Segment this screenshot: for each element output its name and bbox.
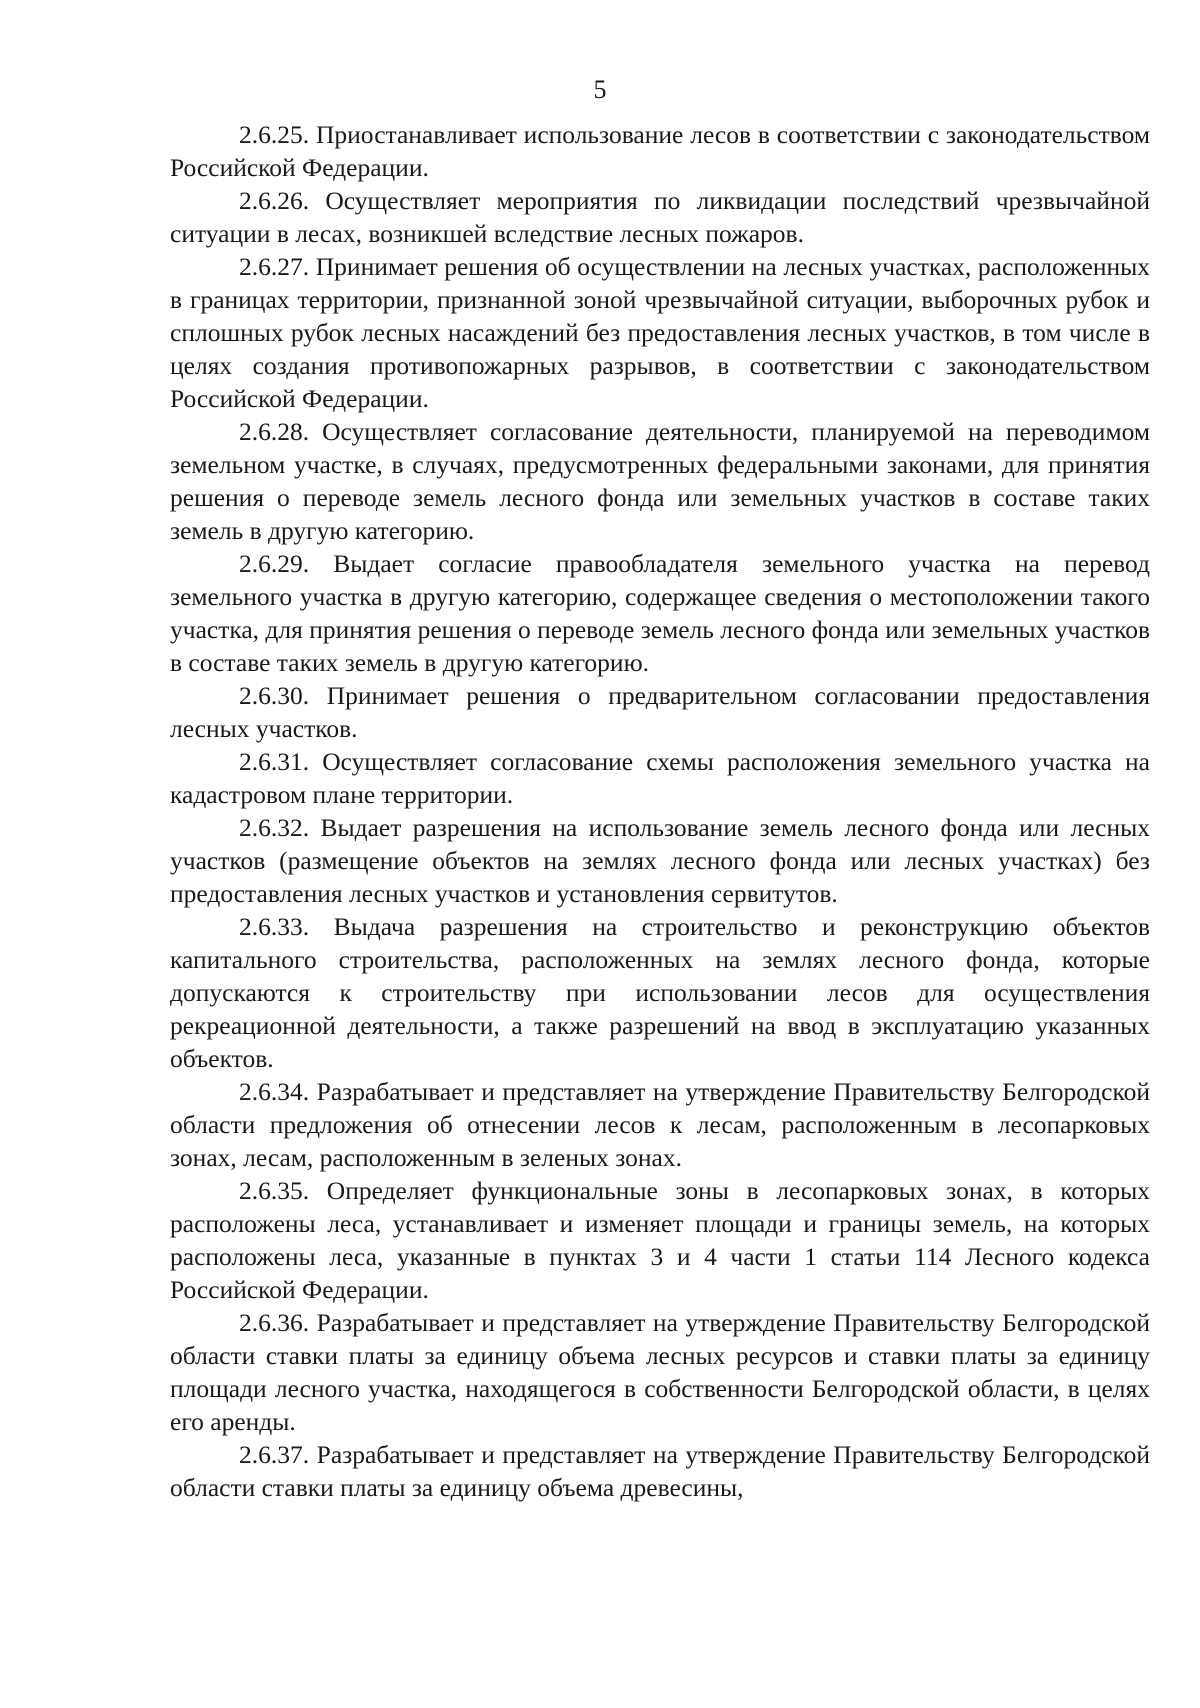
- paragraph-2-6-33: 2.6.33. Выдача разрешения на строительство и реконструкцию объектов капитального строительства, расположенных на землях лесного фонда, которые допускаются к строительству при использовании лесов для осуществления рекреационной деятельности, а также разрешений на ввод в эксплуатацию указанных объектов.: [170, 912, 1150, 1073]
- paragraph-2-6-26: 2.6.26. Осуществляет мероприятия по ликвидации последствий чрезвычайной ситуации в лесах, возникшей вследствие лесных пожаров.: [170, 186, 1150, 248]
- paragraph-2-6-25: 2.6.25. Приостанавливает использование лесов в соответствии с законодательством Российской Федерации.: [170, 120, 1150, 182]
- paragraph-2-6-35: 2.6.35. Определяет функциональные зоны в лесопарковых зонах, в которых расположены леса, устанавливает и изменяет площади и границы земель, на которых расположены леса, указанные в пунктах 3 и 4 части 1 статьи 114 Лесного кодекса Российской Федерации.: [170, 1176, 1150, 1304]
- paragraph-2-6-30: 2.6.30. Принимает решения о предварительном согласовании предоставления лесных участков.: [170, 681, 1150, 743]
- paragraph-2-6-28: 2.6.28. Осуществляет согласование деятельности, планируемой на переводимом земельном участке, в случаях, предусмотренных федеральными законами, для принятия решения о переводе земель лесного фонда или земельных участков в составе таких земель в другую категорию.: [170, 417, 1150, 545]
- paragraph-2-6-32: 2.6.32. Выдает разрешения на использование земель лесного фонда или лесных участков (размещение объектов на землях лесного фонда или лесных участках) без предоставления лесных участков и установления сервитутов.: [170, 813, 1150, 908]
- paragraph-2-6-31: 2.6.31. Осуществляет согласование схемы расположения земельного участка на кадастровом плане территории.: [170, 747, 1150, 809]
- paragraph-2-6-37: 2.6.37. Разрабатывает и представляет на утверждение Правительству Белгородской области ставки платы за единицу объема древесины,: [170, 1440, 1150, 1502]
- page-number: 5: [593, 75, 607, 104]
- paragraph-2-6-29: 2.6.29. Выдает согласие правообладателя земельного участка на перевод земельного участка в другую категорию, содержащее сведения о местоположении такого участка, для принятия решения о переводе земель лесного фонда или земельных участков в составе таких земель в другую категорию.: [170, 549, 1150, 677]
- paragraph-2-6-36: 2.6.36. Разрабатывает и представляет на утверждение Правительству Белгородской области ставки платы за единицу объема лесных ресурсов и ставки платы за единицу площади лесного участка, находящегося в собственности Белгородской области, в целях его аренды.: [170, 1308, 1150, 1436]
- paragraph-2-6-34: 2.6.34. Разрабатывает и представляет на утверждение Правительству Белгородской области предложения об отнесении лесов к лесам, расположенным в лесопарковых зонах, лесам, расположенным в зеленых зонах.: [170, 1077, 1150, 1172]
- document-body: [170, 118, 1150, 1504]
- paragraph-2-6-27: 2.6.27. Принимает решения об осуществлении на лесных участках, расположенных в границах территории, признанной зоной чрезвычайной ситуации, выборочных рубок и сплошных рубок лесных насаждений без предоставления лесных участков, в том числе в целях создания противопожарных разрывов, в соответствии с законодательством Российской Федерации.: [170, 252, 1150, 413]
